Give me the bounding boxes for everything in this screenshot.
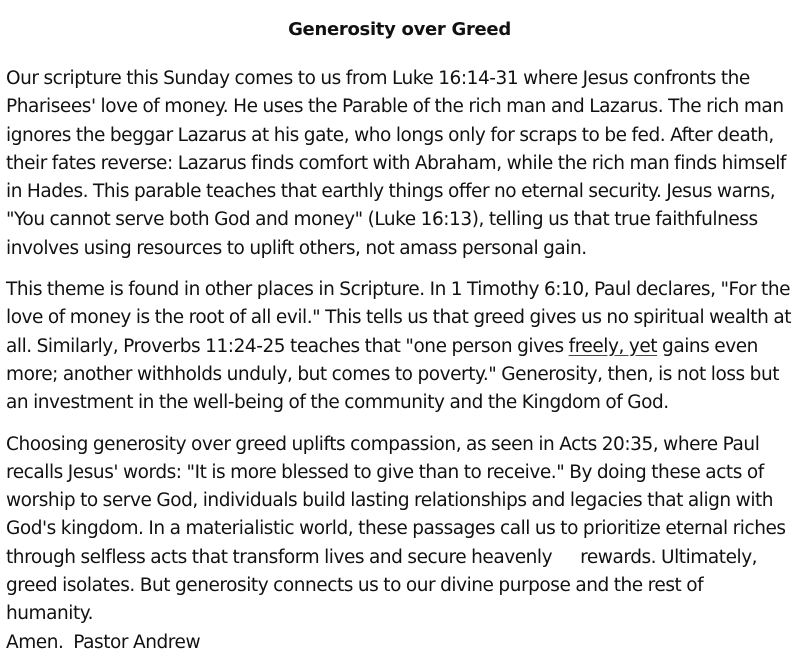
paragraph-text: rewards. Ultimately, greed isolates. But generosity connects us to our divine purpose and the rest of humanity.	[6, 546, 758, 625]
paragraph-text: gains even more; another withholds unduly, but comes to poverty." Generosity, then, is not loss but an investment in the well-being of the community and the Kingdom of God.	[6, 335, 780, 414]
paragraph-text: Choosing generosity over greed uplifts compassion, as seen in Acts 20:35, where Paul recalls Jesus' words: "It is more blessed to give than to receive." By doing these acts of worship to serve God, individuals build lasting relationships and legacies that align with God's kingdom. In a materialistic world, these passages call us to prioritize eternal riches through selfless acts that transform lives and secure heavenly	[6, 433, 786, 568]
underlined-phrase: freely, yet	[568, 335, 658, 357]
closing-word: Amen.	[6, 631, 64, 653]
paragraph-choosing-generosity	[6, 431, 793, 657]
signature: Pastor Andrew	[73, 631, 201, 653]
paragraph-luke-parable	[6, 65, 793, 263]
paragraph-text: Our scripture this Sunday comes to us from Luke 16:14-31 where Jesus confronts the Pharisees' love of money. He uses the Parable of the rich man and Lazarus. The rich man ignores the beggar Lazarus at his gate, who longs only for scraps to be fed. After death, their fates reverse: Lazarus finds comfort with Abraham, while the rich man finds himself in Hades. This parable teaches that earthly things offer no eternal security. Jesus warns, "You cannot serve both God and money" (Luke 16:13), telling us that true faithfulness involves using resources to uplift others, not amass personal gain.	[6, 68, 786, 259]
document-title: Generosity over Greed	[288, 19, 511, 40]
paragraph-scripture-theme	[6, 276, 793, 417]
paragraph-text: This theme is found in other places in Scripture. In 1 Timothy 6:10, Paul declares, "For the love of money is the root of all evil." This tells us that greed gives us no spiritual wealth at all. Similarly, Proverbs 11:24-25 teaches that "one person gives	[6, 279, 792, 357]
